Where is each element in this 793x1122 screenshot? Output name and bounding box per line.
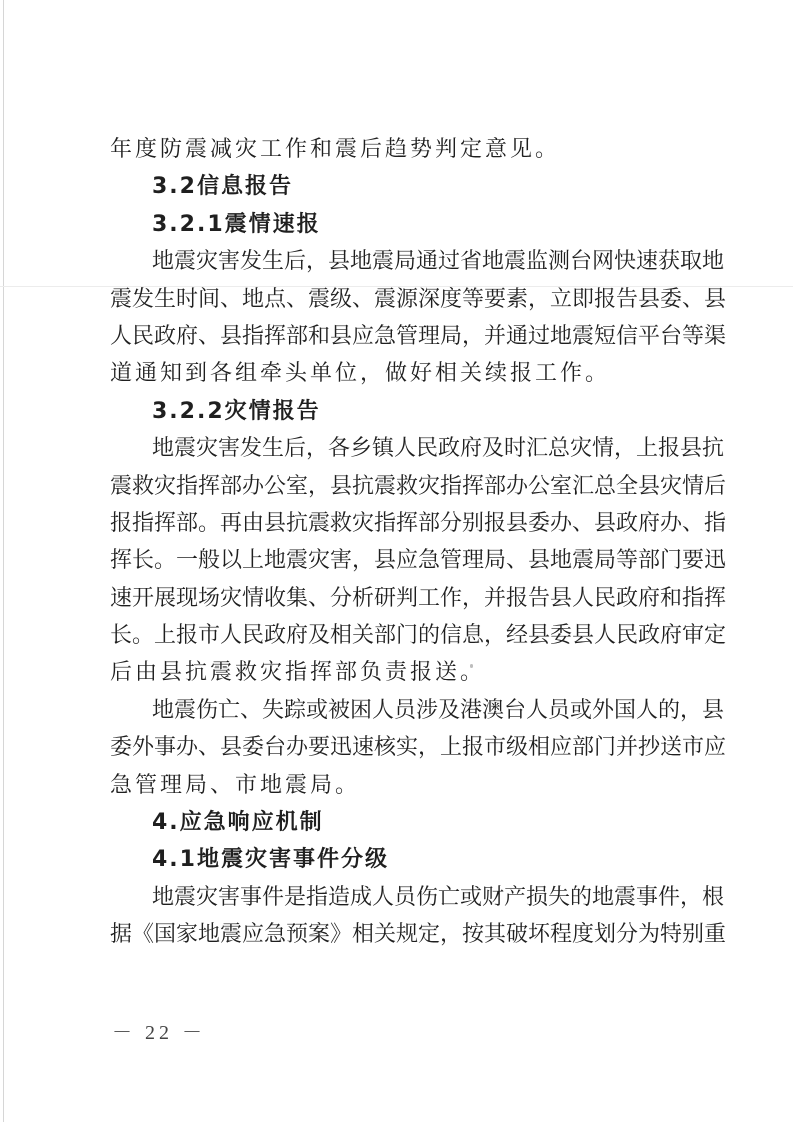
paragraph-line: 地震灾害发生后，县地震局通过省地震监测台网快速获取地 bbox=[152, 249, 725, 274]
paragraph-line: 道通知到各组牵头单位，做好相关续报工作。 bbox=[110, 361, 611, 386]
page-number: － 22 － bbox=[112, 1022, 206, 1044]
paragraph-line: 报指挥部。再由县抗震救灾指挥部分别报县委办、县政府办、指 bbox=[110, 511, 727, 536]
paragraph-line: 急管理局、市地震局。 bbox=[110, 773, 361, 798]
paragraph-line: 速开展现场灾情收集、分析研判工作，并报告县人民政府和指挥 bbox=[110, 586, 727, 611]
section-heading-4: 4.应急响应机制 bbox=[152, 810, 324, 835]
paragraph-line: 地震伤亡、失踪或被困人员涉及港澳台人员或外国人的，县 bbox=[152, 698, 725, 723]
paragraph-line: 地震灾害事件是指造成人员伤亡或财产损失的地震事件，根 bbox=[152, 885, 725, 910]
section-heading-4-1: 4.1地震灾害事件分级 bbox=[152, 847, 389, 872]
paragraph-line: 震救灾指挥部办公室，县抗震救灾指挥部办公室汇总全县灾情后 bbox=[110, 474, 727, 499]
paragraph-line: 震发生时间、地点、震级、震源深度等要素，立即报告县委、县 bbox=[110, 287, 727, 312]
section-heading-3-2: 3.2信息报告 bbox=[152, 174, 293, 199]
section-heading-3-2-1: 3.2.1震情速报 bbox=[152, 212, 321, 237]
paragraph-line: 委外事办、县委台办要迅速核实，上报市级相应部门并抄送市应 bbox=[110, 735, 727, 760]
body-line-continuation: 年度防震减灾工作和震后趋势判定意见。 bbox=[110, 137, 561, 162]
paragraph-line: 长。上报市人民政府及相关部门的信息，经县委县人民政府审定 bbox=[110, 623, 727, 648]
paragraph-line: 地震灾害发生后，各乡镇人民政府及时汇总灾情，上报县抗 bbox=[152, 436, 725, 461]
paragraph-line: 挥长。一般以上地震灾害，县应急管理局、县地震局等部门要迅 bbox=[110, 548, 727, 573]
paragraph-line: 后由县抗震救灾指挥部负责报送。 bbox=[110, 660, 486, 685]
paragraph-line: 人民政府、县指挥部和县应急管理局，并通过地震短信平台等渠 bbox=[110, 324, 727, 349]
section-heading-3-2-2: 3.2.2灾情报告 bbox=[152, 399, 321, 424]
scan-edge bbox=[3, 0, 4, 1122]
paragraph-line: 据《国家地震应急预案》相关规定，按其破坏程度划分为特别重 bbox=[110, 922, 727, 947]
